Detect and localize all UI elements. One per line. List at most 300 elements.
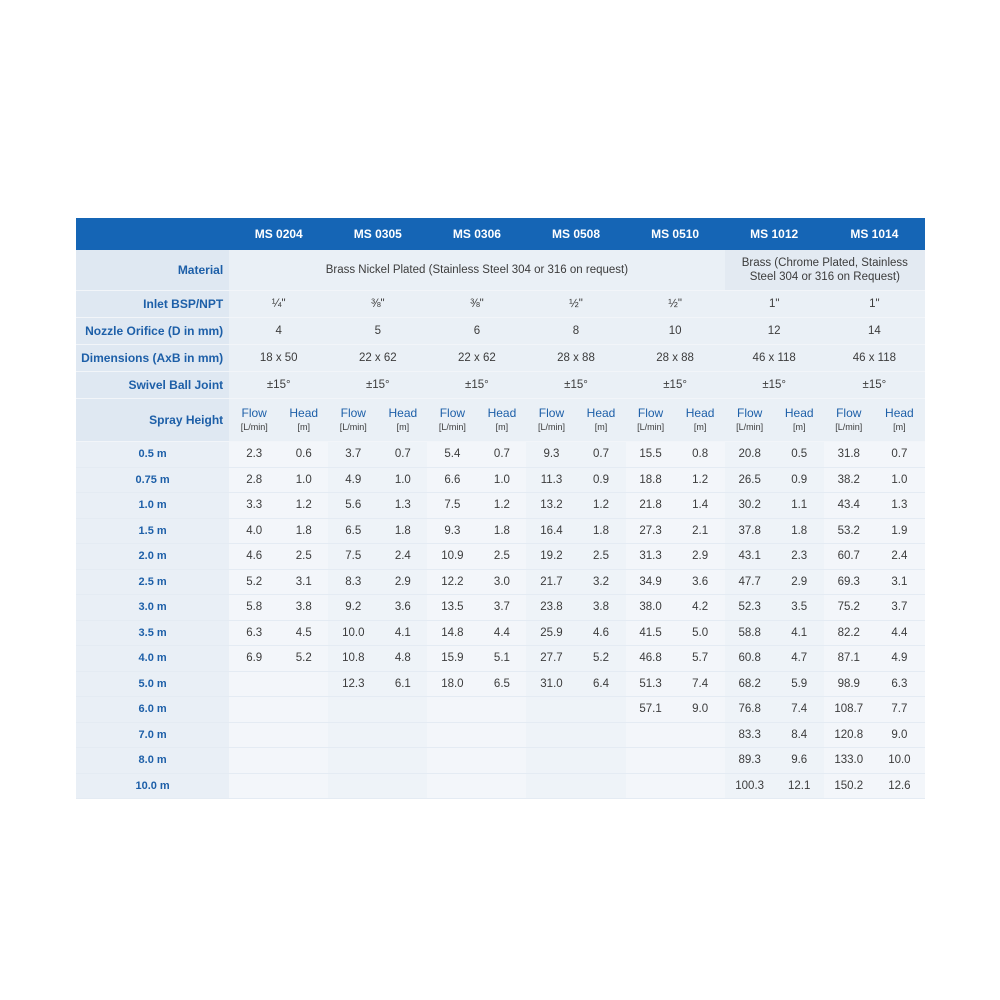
head-value: 3.2 — [577, 569, 626, 595]
head-value — [279, 773, 328, 799]
head-value — [676, 748, 725, 774]
flow-value: 89.3 — [725, 748, 775, 774]
dimensions-row — [76, 345, 925, 372]
flow-value: 13.2 — [526, 493, 576, 519]
head-value: 1.2 — [577, 493, 626, 519]
spray-height-value: 2.0 m — [76, 544, 229, 570]
flow-value: 8.3 — [328, 569, 378, 595]
flow-value: 4.0 — [229, 518, 279, 544]
flow-value: 52.3 — [725, 595, 775, 621]
head-value: 4.4 — [874, 620, 925, 646]
flow-value: 87.1 — [824, 646, 874, 672]
spray-height-value: 0.5 m — [76, 442, 229, 468]
head-value: 3.8 — [279, 595, 328, 621]
flow-value: 2.3 — [229, 442, 279, 468]
flow-value: 150.2 — [824, 773, 874, 799]
head-value: 1.8 — [378, 518, 427, 544]
swivel-value: ±15° — [526, 372, 625, 399]
flow-value: 120.8 — [824, 722, 874, 748]
flow-value: 83.3 — [725, 722, 775, 748]
flow-value: 7.5 — [427, 493, 477, 519]
flow-value — [427, 697, 477, 723]
flow-value: 9.3 — [427, 518, 477, 544]
flow-value: 2.8 — [229, 467, 279, 493]
head-subheader-label: Head — [784, 406, 814, 420]
orifice-label: Nozzle Orifice (D in mm) — [76, 318, 229, 345]
flow-value: 37.8 — [725, 518, 775, 544]
flow-value: 58.8 — [725, 620, 775, 646]
flow-value: 57.1 — [626, 697, 676, 723]
head-value: 6.4 — [577, 671, 626, 697]
flow-value: 31.3 — [626, 544, 676, 570]
flow-value — [229, 671, 279, 697]
spray-height-value: 6.0 m — [76, 697, 229, 723]
head-unit: [m] — [396, 422, 410, 432]
head-value: 1.8 — [279, 518, 328, 544]
flow-value: 26.5 — [725, 467, 775, 493]
spray-height-row — [76, 697, 925, 723]
head-value: 5.7 — [676, 646, 725, 672]
flow-value: 21.7 — [526, 569, 576, 595]
head-value: 6.3 — [874, 671, 925, 697]
flow-value: 10.0 — [328, 620, 378, 646]
spray-height-value: 1.5 m — [76, 518, 229, 544]
flow-value — [526, 697, 576, 723]
flow-value: 133.0 — [824, 748, 874, 774]
spray-height-row — [76, 722, 925, 748]
orifice-value: 12 — [725, 318, 824, 345]
head-value — [378, 697, 427, 723]
flow-subheader — [824, 399, 874, 442]
head-value: 2.4 — [378, 544, 427, 570]
dimensions-value: 22 x 62 — [427, 345, 526, 372]
head-value — [378, 748, 427, 774]
flow-value: 16.4 — [526, 518, 576, 544]
model-header: MS 0204 — [229, 218, 328, 250]
spray-height-row — [76, 595, 925, 621]
head-value: 12.1 — [775, 773, 824, 799]
flow-value — [626, 722, 676, 748]
flow-subheader-label: Flow — [241, 406, 267, 420]
head-value: 0.7 — [477, 442, 526, 468]
spray-height-row — [76, 544, 925, 570]
flow-subheader-label: Flow — [637, 406, 664, 420]
flow-value: 51.3 — [626, 671, 676, 697]
head-value — [279, 722, 328, 748]
flow-subheader — [328, 399, 378, 442]
dimensions-value: 46 x 118 — [725, 345, 824, 372]
head-value: 4.5 — [279, 620, 328, 646]
flow-subheader — [427, 399, 477, 442]
head-value — [577, 722, 626, 748]
swivel-value: ±15° — [725, 372, 824, 399]
head-value: 0.7 — [378, 442, 427, 468]
flow-value: 11.3 — [526, 467, 576, 493]
head-value: 1.3 — [378, 493, 427, 519]
head-value: 3.8 — [577, 595, 626, 621]
flow-subheader-label: Flow — [736, 406, 763, 420]
head-value: 1.3 — [874, 493, 925, 519]
head-value: 1.4 — [676, 493, 725, 519]
flow-value: 20.8 — [725, 442, 775, 468]
flow-value: 46.8 — [626, 646, 676, 672]
head-value: 7.4 — [676, 671, 725, 697]
flow-value: 7.5 — [328, 544, 378, 570]
head-value: 3.1 — [874, 569, 925, 595]
head-value — [279, 671, 328, 697]
flow-value: 4.6 — [229, 544, 279, 570]
flow-value: 60.7 — [824, 544, 874, 570]
dimensions-value: 18 x 50 — [229, 345, 328, 372]
head-value: 4.1 — [378, 620, 427, 646]
head-value — [577, 748, 626, 774]
flow-value: 76.8 — [725, 697, 775, 723]
spray-height-value: 4.0 m — [76, 646, 229, 672]
head-value: 4.4 — [477, 620, 526, 646]
head-value: 1.0 — [279, 467, 328, 493]
head-value: 0.9 — [775, 467, 824, 493]
swivel-value: ±15° — [229, 372, 328, 399]
flow-value — [229, 697, 279, 723]
spray-height-row — [76, 467, 925, 493]
head-value: 0.9 — [577, 467, 626, 493]
flow-value: 15.9 — [427, 646, 477, 672]
head-value — [378, 773, 427, 799]
flow-value: 5.2 — [229, 569, 279, 595]
flow-value — [229, 773, 279, 799]
orifice-row — [76, 318, 925, 345]
head-subheader-label: Head — [388, 406, 418, 420]
flow-value — [626, 748, 676, 774]
head-value — [477, 748, 526, 774]
flow-value — [626, 773, 676, 799]
head-value: 5.1 — [477, 646, 526, 672]
spray-height-value: 3.5 m — [76, 620, 229, 646]
flow-value: 43.1 — [725, 544, 775, 570]
head-value: 9.0 — [874, 722, 925, 748]
flow-value: 6.6 — [427, 467, 477, 493]
header-corner — [76, 218, 229, 250]
flow-value: 5.8 — [229, 595, 279, 621]
swivel-value: ±15° — [328, 372, 427, 399]
flow-value: 60.8 — [725, 646, 775, 672]
dimensions-label: Dimensions (AxB in mm) — [76, 345, 229, 372]
head-value: 1.8 — [577, 518, 626, 544]
flow-value: 100.3 — [725, 773, 775, 799]
spray-height-value: 10.0 m — [76, 773, 229, 799]
flow-value: 12.2 — [427, 569, 477, 595]
flow-unit: [L/min] — [736, 422, 764, 432]
head-value: 1.0 — [874, 467, 925, 493]
head-subheader-label: Head — [885, 406, 914, 420]
inlet-value: 1" — [725, 291, 824, 318]
flow-subheader-label: Flow — [439, 406, 466, 420]
dimensions-value: 28 x 88 — [526, 345, 625, 372]
spray-height-row — [76, 773, 925, 799]
head-subheader — [676, 399, 725, 442]
spray-height-row — [76, 569, 925, 595]
inlet-label: Inlet BSP/NPT — [76, 291, 229, 318]
head-value — [279, 697, 328, 723]
flow-subheader — [626, 399, 676, 442]
flow-value: 30.2 — [725, 493, 775, 519]
head-value: 2.5 — [279, 544, 328, 570]
spray-height-label: Spray Height — [76, 399, 229, 442]
flow-value: 27.7 — [526, 646, 576, 672]
head-value: 2.3 — [775, 544, 824, 570]
head-value: 1.2 — [477, 493, 526, 519]
head-value: 9.6 — [775, 748, 824, 774]
head-subheader-label: Head — [289, 406, 319, 420]
model-header: MS 1012 — [725, 218, 824, 250]
head-value — [577, 697, 626, 723]
flow-value: 69.3 — [824, 569, 874, 595]
head-value: 0.5 — [775, 442, 824, 468]
model-header: MS 0510 — [626, 218, 725, 250]
model-header: MS 0306 — [427, 218, 526, 250]
flow-value: 47.7 — [725, 569, 775, 595]
flow-value: 5.6 — [328, 493, 378, 519]
head-value: 2.9 — [378, 569, 427, 595]
inlet-value: ½" — [526, 291, 625, 318]
model-header-row — [76, 218, 925, 250]
spray-height-header-row — [76, 399, 925, 442]
head-subheader — [477, 399, 526, 442]
head-unit: [m] — [297, 422, 310, 432]
inlet-value: ⅜" — [328, 291, 427, 318]
flow-subheader-label: Flow — [538, 406, 565, 420]
head-value: 9.0 — [676, 697, 725, 723]
flow-value: 38.0 — [626, 595, 676, 621]
flow-value: 18.8 — [626, 467, 676, 493]
head-value — [477, 722, 526, 748]
flow-value — [328, 722, 378, 748]
head-value — [378, 722, 427, 748]
flow-value: 14.8 — [427, 620, 477, 646]
model-header: MS 0508 — [526, 218, 625, 250]
flow-value: 10.9 — [427, 544, 477, 570]
spray-height-value: 3.0 m — [76, 595, 229, 621]
flow-value: 19.2 — [526, 544, 576, 570]
flow-value: 43.4 — [824, 493, 874, 519]
flow-value: 41.5 — [626, 620, 676, 646]
head-value — [279, 748, 328, 774]
flow-value: 82.2 — [824, 620, 874, 646]
flow-value: 31.0 — [526, 671, 576, 697]
swivel-value: ±15° — [427, 372, 526, 399]
flow-value: 38.2 — [824, 467, 874, 493]
head-value: 5.2 — [577, 646, 626, 672]
head-value: 5.2 — [279, 646, 328, 672]
spec-table — [76, 218, 925, 799]
spray-height-value: 1.0 m — [76, 493, 229, 519]
head-value: 4.8 — [378, 646, 427, 672]
swivel-row — [76, 372, 925, 399]
flow-value: 27.3 — [626, 518, 676, 544]
orifice-value: 4 — [229, 318, 328, 345]
flow-value: 10.8 — [328, 646, 378, 672]
head-value: 6.1 — [378, 671, 427, 697]
orifice-value: 8 — [526, 318, 625, 345]
head-value: 4.9 — [874, 646, 925, 672]
flow-value: 68.2 — [725, 671, 775, 697]
head-value: 1.8 — [477, 518, 526, 544]
flow-subheader-label: Flow — [836, 406, 862, 420]
head-value: 10.0 — [874, 748, 925, 774]
inlet-row — [76, 291, 925, 318]
flow-value — [328, 697, 378, 723]
flow-value: 23.8 — [526, 595, 576, 621]
spray-height-value: 0.75 m — [76, 467, 229, 493]
material-row — [76, 250, 925, 291]
head-value — [676, 722, 725, 748]
model-header: MS 0305 — [328, 218, 427, 250]
flow-value: 31.8 — [824, 442, 874, 468]
flow-value — [526, 748, 576, 774]
flow-value — [526, 722, 576, 748]
material-value: Brass Nickel Plated (Stainless Steel 304 or 316 on request) — [229, 250, 724, 291]
flow-unit: [L/min] — [240, 422, 268, 432]
head-value: 2.1 — [676, 518, 725, 544]
spray-height-row — [76, 748, 925, 774]
head-value: 2.9 — [775, 569, 824, 595]
head-value: 1.2 — [279, 493, 328, 519]
spray-height-row — [76, 493, 925, 519]
spray-height-row — [76, 518, 925, 544]
flow-value: 21.8 — [626, 493, 676, 519]
head-value — [676, 773, 725, 799]
head-value: 3.7 — [477, 595, 526, 621]
flow-value: 108.7 — [824, 697, 874, 723]
head-value: 2.9 — [676, 544, 725, 570]
flow-unit: [L/min] — [537, 422, 565, 432]
spray-height-row — [76, 442, 925, 468]
head-unit: [m] — [594, 422, 608, 432]
flow-subheader — [526, 399, 576, 442]
head-subheader — [577, 399, 626, 442]
flow-value: 53.2 — [824, 518, 874, 544]
head-value: 5.9 — [775, 671, 824, 697]
head-value: 1.9 — [874, 518, 925, 544]
flow-value: 4.9 — [328, 467, 378, 493]
head-value: 0.7 — [874, 442, 925, 468]
head-value: 8.4 — [775, 722, 824, 748]
head-subheader-label: Head — [685, 406, 715, 420]
head-value: 7.7 — [874, 697, 925, 723]
head-value: 1.0 — [477, 467, 526, 493]
inlet-value: 1" — [824, 291, 925, 318]
head-value: 2.5 — [477, 544, 526, 570]
inlet-value: ½" — [626, 291, 725, 318]
spray-height-value: 5.0 m — [76, 671, 229, 697]
inlet-value: ⅜" — [427, 291, 526, 318]
flow-subheader — [725, 399, 775, 442]
head-subheader-label: Head — [487, 406, 517, 420]
swivel-value: ±15° — [626, 372, 725, 399]
flow-value: 75.2 — [824, 595, 874, 621]
flow-value: 9.2 — [328, 595, 378, 621]
head-value: 0.6 — [279, 442, 328, 468]
flow-value — [427, 748, 477, 774]
flow-subheader-label: Flow — [340, 406, 366, 420]
spray-height-value: 2.5 m — [76, 569, 229, 595]
head-unit: [m] — [495, 422, 509, 432]
head-value: 1.2 — [676, 467, 725, 493]
swivel-value: ±15° — [824, 372, 925, 399]
head-value: 3.5 — [775, 595, 824, 621]
spray-height-row — [76, 671, 925, 697]
head-value: 0.7 — [577, 442, 626, 468]
spray-height-row — [76, 646, 925, 672]
head-value: 5.0 — [676, 620, 725, 646]
orifice-value: 14 — [824, 318, 925, 345]
head-subheader — [279, 399, 328, 442]
swivel-label: Swivel Ball Joint — [76, 372, 229, 399]
flow-value — [427, 722, 477, 748]
spray-height-value: 7.0 m — [76, 722, 229, 748]
flow-value: 6.3 — [229, 620, 279, 646]
head-value: 1.1 — [775, 493, 824, 519]
dimensions-value: 46 x 118 — [824, 345, 925, 372]
orifice-value: 6 — [427, 318, 526, 345]
flow-value: 25.9 — [526, 620, 576, 646]
flow-value: 15.5 — [626, 442, 676, 468]
head-value — [577, 773, 626, 799]
head-value: 3.1 — [279, 569, 328, 595]
flow-value — [526, 773, 576, 799]
head-value: 4.6 — [577, 620, 626, 646]
model-header: MS 1014 — [824, 218, 925, 250]
head-value: 3.7 — [874, 595, 925, 621]
head-value: 1.0 — [378, 467, 427, 493]
flow-value — [229, 748, 279, 774]
flow-value: 12.3 — [328, 671, 378, 697]
head-value: 3.6 — [378, 595, 427, 621]
flow-value: 3.7 — [328, 442, 378, 468]
flow-unit: [L/min] — [339, 422, 367, 432]
head-value: 3.0 — [477, 569, 526, 595]
head-subheader — [775, 399, 824, 442]
spray-height-value: 8.0 m — [76, 748, 229, 774]
flow-unit: [L/min] — [438, 422, 466, 432]
head-unit: [m] — [693, 422, 707, 432]
flow-value — [229, 722, 279, 748]
head-value: 4.1 — [775, 620, 824, 646]
flow-value — [328, 773, 378, 799]
head-subheader-label: Head — [586, 406, 616, 420]
flow-value: 34.9 — [626, 569, 676, 595]
dimensions-value: 22 x 62 — [328, 345, 427, 372]
material-value: Brass (Chrome Plated, Stainless Steel 304 or 316 on Request) — [725, 250, 925, 291]
material-label: Material — [76, 250, 229, 291]
head-value: 4.7 — [775, 646, 824, 672]
flow-subheader — [229, 399, 279, 442]
head-value: 0.8 — [676, 442, 725, 468]
head-value — [477, 697, 526, 723]
flow-value: 6.5 — [328, 518, 378, 544]
flow-value: 3.3 — [229, 493, 279, 519]
head-value: 3.6 — [676, 569, 725, 595]
flow-value: 13.5 — [427, 595, 477, 621]
head-value: 1.8 — [775, 518, 824, 544]
head-value: 6.5 — [477, 671, 526, 697]
inlet-value: ¼" — [229, 291, 328, 318]
flow-value: 9.3 — [526, 442, 576, 468]
flow-value: 6.9 — [229, 646, 279, 672]
head-value — [477, 773, 526, 799]
head-value: 12.6 — [874, 773, 925, 799]
orifice-value: 10 — [626, 318, 725, 345]
